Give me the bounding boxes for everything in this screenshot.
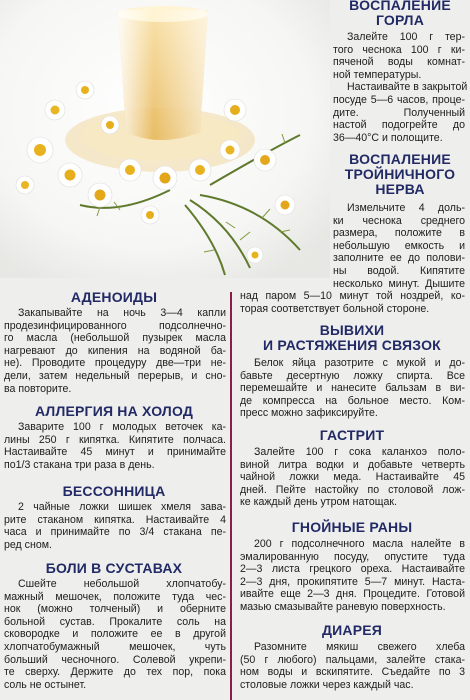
text-line: Залейте 100 г сока каланхоэ поло-	[254, 446, 465, 458]
chamomile-illustration	[0, 0, 330, 278]
text-line: (50 г любого) пальцами, залейте стака-	[240, 653, 465, 666]
text-line: Закапывайте на ночь 3—4 капли	[18, 307, 226, 319]
text-line: посуде 5—6 часов, проце-	[333, 93, 465, 106]
allergy-text	[4, 421, 226, 471]
text-line: заполните ее до полови-	[333, 252, 465, 265]
nerve-text	[333, 202, 465, 290]
text-line: 2—3 листа грецкого ореха. Настаивайте	[240, 563, 465, 576]
sprains-text	[240, 357, 465, 420]
throat-heading-line: ГОРЛА	[375, 12, 425, 28]
gastritis-text	[240, 446, 465, 509]
text-line: 200 г подсолнечного масла налейте в	[254, 538, 465, 550]
wounds-text	[240, 538, 465, 614]
text-line: ной температуры.	[333, 68, 422, 81]
chamomile-tea-photo	[0, 0, 330, 278]
text-line: продезинфицированного подсолнечно-	[4, 319, 226, 332]
text-line: бавьте десертную ложку спирта. Все	[240, 369, 465, 382]
text-line: го масла (небольшой пузырек масла	[4, 332, 226, 345]
text-line: ред сном.	[4, 538, 52, 551]
sprains-heading-line: И РАСТЯЖЕНИЯ СВЯЗОК	[263, 337, 441, 353]
nerve-text-wide	[240, 290, 465, 315]
text-line: по1/3 стакана три раза в день.	[4, 458, 155, 471]
text-line: рите стаканом кипятка. Настаивайте 4	[4, 513, 226, 526]
text-line: перемешайте и нанесите бальзам в ви-	[240, 382, 465, 395]
throat-text	[333, 31, 468, 144]
nerve-heading	[330, 152, 470, 197]
text-line: 2 чайные ложки шишек хмеля зава-	[18, 501, 226, 513]
sprains-heading	[234, 323, 470, 353]
text-line: часа и принимайте по 3/4 стакана пе-	[4, 526, 226, 539]
text-line: ки чеснока среднего	[333, 214, 465, 227]
sprains-heading-line: ВЫВИХИ	[319, 322, 385, 338]
joints-heading: БОЛИ В СУСТАВАХ	[45, 560, 183, 576]
text-line: дели, затем недельный перерыв, и сно-	[4, 369, 226, 382]
text-line: де компресса на больное место. Ком-	[240, 394, 465, 407]
adenoids-heading: АДЕНОИДЫ	[70, 289, 158, 305]
diarrhea-text	[240, 641, 465, 691]
insomnia-text	[4, 501, 226, 551]
text-line: мазью смазывайте раневую поверхность.	[240, 600, 446, 613]
throat-heading	[330, 0, 470, 28]
text-line: соль не остынет.	[4, 678, 87, 691]
nerve-heading-line: ВОСПАЛЕНИЕ	[349, 151, 451, 167]
text-line: Измельчите 4 доль-	[347, 202, 465, 214]
text-line: сковородке и положите ее в другой	[4, 628, 226, 641]
text-line: ке каждый день утром натощак.	[240, 496, 397, 509]
text-line: дней. Пейте настойку по столовой лож-	[240, 483, 465, 496]
text-line: 36—40°С и полощите.	[333, 131, 443, 144]
diarrhea-heading: ДИАРЕЯ	[321, 622, 383, 638]
text-line: те сверху. Держите до тех пор, пока	[4, 666, 226, 679]
text-line: не). Проводите процедуру две—три не-	[4, 357, 226, 370]
text-line: ивайте еще 2—3 дня. Процедите. Готовой	[240, 588, 465, 601]
text-line: дите. Полученный	[333, 106, 465, 119]
text-line: 2—3 дня, прокипятите 5—7 минут. Наста-	[240, 575, 465, 588]
text-line: эмалированную посуду, опустите туда	[240, 550, 465, 563]
text-line: небольшую емкость и	[333, 239, 465, 252]
text-line: Разомните мякиш свежего хлеба	[254, 641, 465, 653]
text-line: того чеснока 100 г ки-	[333, 43, 465, 56]
text-line: мажный мешочек, положите туда чес-	[4, 590, 226, 603]
text-line: ва повторите.	[4, 382, 72, 395]
joints-text	[4, 578, 226, 691]
nerve-heading-line: ТРОЙНИЧНОГО	[344, 166, 456, 182]
wounds-heading: ГНОЙНЫЕ РАНЫ	[291, 519, 413, 535]
text-line: хлопчатобумажный мешочек, чуть	[4, 640, 226, 653]
text-line: пресс можно зафиксируйте.	[240, 407, 378, 420]
text-line: ны водой. Кипятите	[333, 264, 465, 277]
text-line: Сшейте небольшой хлопчатобу-	[18, 578, 226, 590]
text-line: над паром 5—10 минут той ноздрей, ко-	[240, 290, 465, 302]
throat-heading-line: ВОСПАЛЕНИЕ	[349, 0, 451, 13]
text-line: виной литра водки и добавьте четверть	[240, 458, 465, 471]
text-line: несколько минут. Дышите	[333, 277, 465, 290]
text-line: настой подогрейте до	[333, 119, 465, 132]
text-line: Заварите 100 г молодых веточек ка-	[18, 421, 226, 433]
text-line: Залейте 100 г тер-	[347, 31, 465, 43]
text-line: Настаивайте в закрытой	[347, 81, 468, 94]
text-line: больной сустав. Прокалите соль на	[4, 615, 226, 628]
text-line: больший чесночного. Солевой укрепи-	[4, 653, 226, 666]
insomnia-heading: БЕССОННИЦА	[62, 483, 166, 499]
text-line: чайной ложки меда. Настаивайте 45	[240, 471, 465, 484]
text-line: лины 250 г кипятка. Кипятите полчаса.	[4, 433, 226, 446]
text-line: Настаивайте 45 минут и принимайте	[4, 446, 226, 459]
text-line: нагревают до кипения на водяной ба-	[4, 344, 226, 357]
text-line: ном воды и вскипятите. Съедайте по 3	[240, 666, 465, 679]
gastritis-heading: ГАСТРИТ	[319, 427, 385, 443]
text-line: пяченой воды комнат-	[333, 56, 465, 69]
text-line: Белок яйца разотрите с мукой и до-	[254, 357, 465, 369]
text-line: размера, положите в	[333, 227, 465, 240]
text-line: нок (можно толченый) и оберните	[4, 603, 226, 616]
text-line: столовые ложки через каждый час.	[240, 678, 414, 691]
nerve-heading-line: НЕРВА	[375, 181, 425, 197]
text-line: торая соответствует больной стороне.	[240, 302, 430, 315]
allergy-heading: АЛЛЕРГИЯ НА ХОЛОД	[34, 403, 194, 419]
adenoids-text	[4, 307, 226, 395]
column-divider	[230, 292, 232, 700]
